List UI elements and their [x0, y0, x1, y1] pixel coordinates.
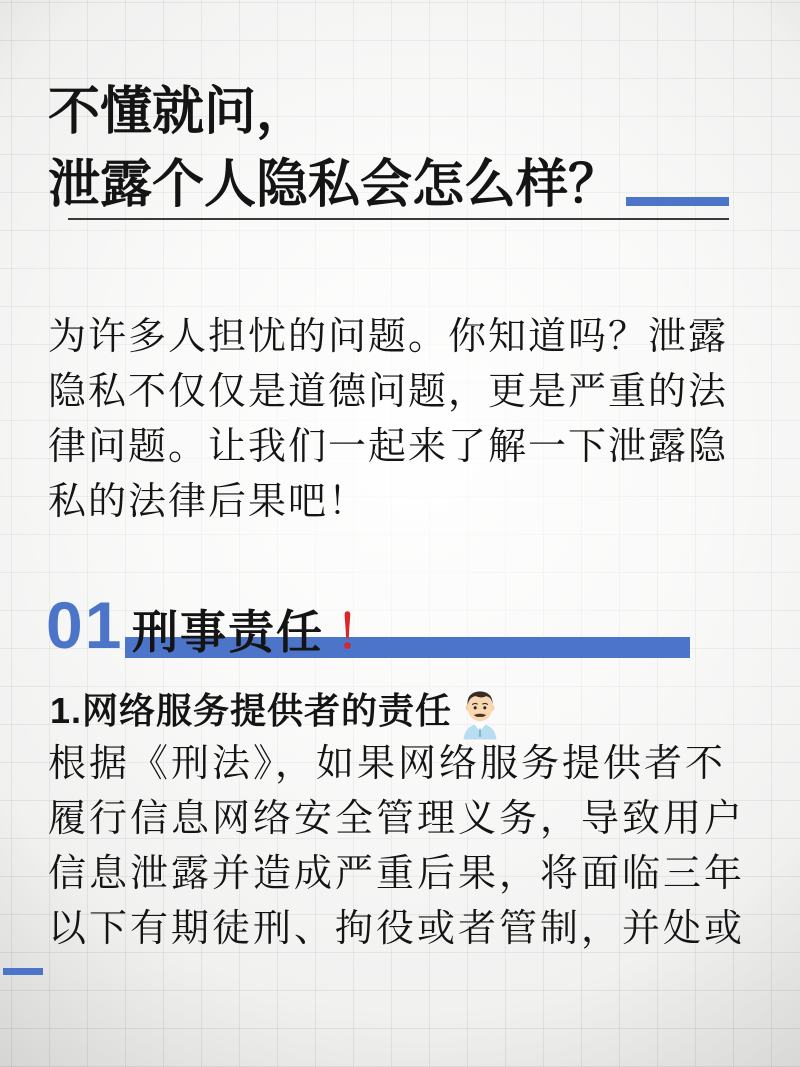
body-paragraph	[48, 737, 788, 957]
man-emoji-icon	[458, 688, 502, 740]
section-number: 01	[46, 588, 124, 662]
intro-line: 为许多人担忧的问题。你知道吗？泄露	[48, 316, 729, 358]
title-underline	[68, 218, 729, 220]
intro-line: 私的法律后果吧！	[48, 481, 369, 523]
intro-line: 律问题。让我们一起来了解一下泄露隐	[48, 426, 729, 468]
title-line-2: 泄露个人隐私会怎么样？	[48, 156, 621, 214]
title	[48, 76, 620, 222]
title-accent-dash	[626, 197, 729, 206]
subsection-label: 1.网络服务提供者的责任	[50, 690, 453, 731]
intro-paragraph	[48, 310, 768, 530]
body-line: 以下有期徒刑、拘役或者管制，并处或	[48, 908, 746, 950]
bottom-accent-dash	[3, 968, 43, 975]
intro-line: 隐私不仅仅是道德问题，更是严重的法	[48, 371, 729, 413]
title-line-1: 不懂就问，	[48, 83, 309, 141]
section-exclamation: ！	[336, 606, 384, 658]
subsection-heading	[50, 682, 502, 740]
body-line: 根据《刑法》，如果网络服务提供者不	[48, 743, 727, 785]
section-header	[132, 606, 384, 658]
body-line: 履行信息网络安全管理义务，导致用户	[48, 798, 746, 840]
body-line: 信息泄露并造成严重后果，将面临三年	[48, 853, 746, 895]
section-heading: 刑事责任	[132, 606, 324, 658]
